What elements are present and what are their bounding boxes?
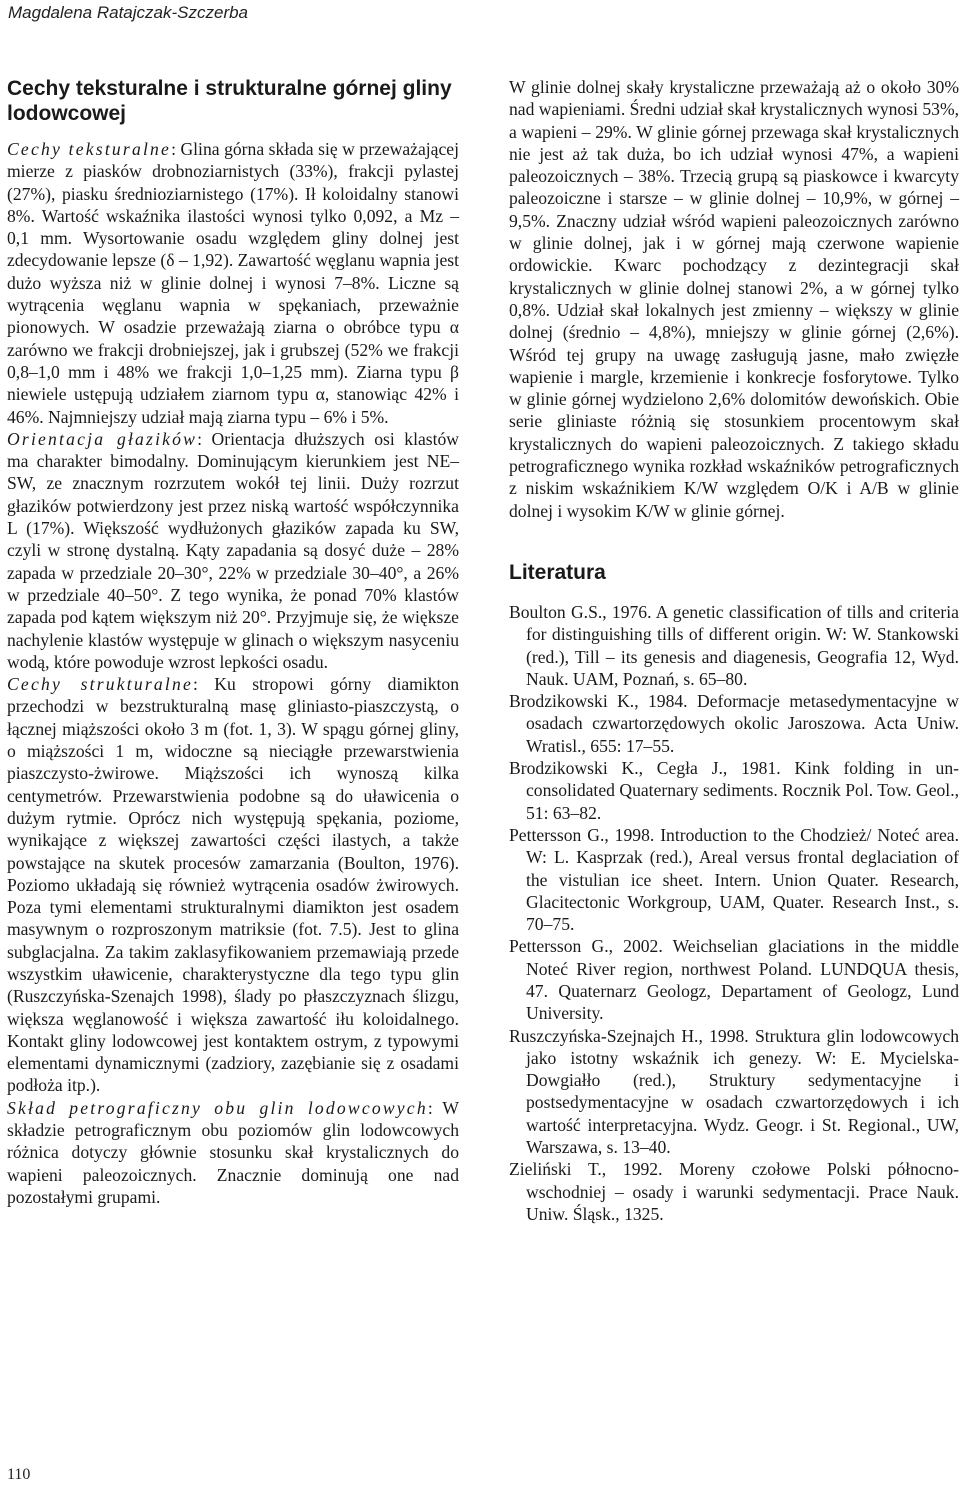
paragraph-petrographic-continued: W glinie dolnej skały krystaliczne przeważają aż o około 30% nad wapieniami. Średni udział skał krystalicznych wynosi 53%, a wapieni – 29%. W glinie górnej przewaga skał krystalicznych nie jest aż tak duża, bo ich udział wynosi 47%, a wapieni paleozoicznych – 38%. Trzecią grupą są piaskowce i kwarcyty paleozoiczne i starsze – w glinie dolnej – 10,9%, w górnej – 9,5%. Znaczny udział wśród wapieni paleozoicznych zarówno w glinie dolnej, jak i w górnej mają czerwone wapienie ordowickie. Kwarc pochodzący z dezintegracji skał krystalicznych w glinie dolnej stanowi 2%, a w górnej tylko 0,8%. Udział skał lokalnych jest zmienny – większy w glinie dolnej (średnio – 4,8%), mniejszy w glinie górnej (2,6%). Wśród tej grupy na uwagę zasługują jasne, mało zwięzłe wapienie i margle, krzemienie i konkrecje fosforytowe. Tylko w glinie górnej wydzielono 2,6% dolomitów dewońskich. Obie serie gliniaste różnią się stosunkiem procentowym skał krystalicznych do wapieni paleozoicznych. Z takiego składu petrograficznego wynika rozkład wskaźników petrograficznych z niskim wskaźnikiem K/W względem O/K i A/B w glinie dolnej i wysokim K/W w glinie górnej. xyxy=(509,77,959,521)
paragraph-structural-features xyxy=(7,673,459,1097)
left-column xyxy=(7,76,459,1208)
right-column xyxy=(509,76,959,1225)
reference-item: Boulton G.S., 1976. A genetic classification of tills and criteria for distinguishing tills of different origin. W: W. Stankowski (red.), Till – its genesis and diagenesis, Geografia 12, Wyd. Nauk. UAM, Poznań, s. 65–80. xyxy=(509,601,959,689)
section-heading: Cechy teksturalne i strukturalne górnej gliny lodowcowej xyxy=(7,77,452,125)
literature-heading: Literatura xyxy=(509,560,606,584)
reference-item: Brodzikowski K., 1984. Deformacje metasedymentacyjne w osadach czwartorzędowych okolic Jaroszowa. Acta Uniw. Wratisl., 655: 17–55. xyxy=(509,691,959,756)
reference-item: Zieliński T., 1992. Moreny czołowe Polski północno-wschodniej – osady i warunki sedymentacji. Prace Nauk. Uniw. Śląsk., 1325. xyxy=(509,1159,959,1224)
paragraph-textural-features xyxy=(7,138,459,428)
page-number: 110 xyxy=(7,1466,31,1483)
paragraph-text: : Orientacja dłuższych osi klastów ma charakter bimodalny. Dominującym kierunkiem jest NE–SW, ze znacznym rozrzutem wokół tej linii. Duży rozrzut głazików potwierdzony jest przez niską wartość współczynnika L (17%). Większość wydłużonych głazików zapada ku SW, czyli w stronę dystalną. Kąty zapadania są dosyć duże – 28% zapada w przedziale 20–30°, 22% w przedziale 30–40°, a 26% w przedziale 40–50°. Z tego wynika, że ponad 70% klastów zapada pod kątem większym niż 20°. Przyjmuje się, że większe nachylenie klastów występuje w glinach o większym nasyceniu wodą, które powoduje wzrost lepkości osadu. xyxy=(7,428,460,672)
paragraph-lead: Cechy strukturalne xyxy=(7,674,193,695)
reference-item: Pettersson G., 1998. Introduction to the Chodzież/ Noteć area. W: L. Kasprzak (red.), Areal versus frontal deglaciation of the vistulian ice sheet. Intern. Union Quater. Research, Glacitectonic Workgroup, UAM, Quater. Research Inst., s. 70–75. xyxy=(509,824,959,935)
reference-item: Brodzikowski K., Cegła J., 1981. Kink folding in unconsolidated Quaternary sediments. Rocznik Pol. Tow. Geol., 51: 63–82. xyxy=(509,758,959,823)
paragraph-lead: Cechy teksturalne xyxy=(7,139,172,159)
running-head-author: Magdalena Ratajczak-Szczerba xyxy=(8,3,249,22)
paragraph-lead: Skład petrograficzny obu glin lodowcowych xyxy=(7,1097,428,1118)
paragraph-text: : Glina górna składa się w przeważającej mierze z piasków drobnoziarnistych (33%), frakcji pylastej (27%), piasku średnioziarnistego (17%). Ił koloidalny stanowi 8%. Wartość wskaźnika ilastości wynosi tylko 0,092, a Mz – 0,1 mm. Wysortowanie osadu względem gliny dolnej jest zdecydowanie lepsze (δ – 1,92). Zawartość węglanu wapnia jest dużo wyższa niż w glinie dolnej i wynosi 7–8%. Liczne są wytrącenia węglanu wapnia w spękaniach, przeważnie pionowych. W osadzie przeważają ziarna o obróbce typu α zarówno we frakcji drobniejszej, jak i grubszej (52% we frakcji 0,8–1,0 mm i 48% we frakcji 1,0–1,25 mm). Ziarna typu β niewiele ustępują udziałem ziarnom typu α, stanowiąc 42% i 46%. Najmniejszy udział mają ziarna typu – 6% i 5%. xyxy=(7,139,460,427)
reference-list xyxy=(509,601,959,1225)
reference-item: Ruszczyńska-Szejnajch H., 1998. Struktura glin lodowcowych jako istotny wskaźnik ich genezy. W: E. Mycielska-Dowgiałło (red.), Struktury sedymentacyjne i postsedymentacyjne w osadach czwartorzędowych i ich wartość interpretacyjna. Wydz. Geogr. i St. Regional., UW, Warszawa, s. 13–40. xyxy=(509,1025,959,1158)
paragraph-lead: Orientacja głazików xyxy=(7,428,198,449)
paragraph-petrographic-composition xyxy=(7,1097,459,1208)
paragraph-clast-orientation xyxy=(7,428,459,673)
paragraph-text: : W składzie petrograficznym obu poziomów glin lodowcowych różnica dotyczy głównie stosunku skał krystalicznych do wapieni paleozoicznych. Znacznie dominują one nad pozostałymi grupami. xyxy=(7,1097,459,1207)
reference-item: Pettersson G., 2002. Weichselian glaciations in the middle Noteć River region, northwest Poland. LUNDQUA thesis, 47. Quaternarz Geologz, Departament of Geologz, Lund University. xyxy=(509,936,959,1024)
paragraph-text: : Ku stropowi górny diamikton przechodzi w bezstrukturalną masę gliniasto-piaszczystą, o łącznej miąższości około 3 m (fot. 1, 3). W spągu górnej gliny, o miąższości 1 m, widoczne są nieciągłe przewarstwienia piaszczysto-żwirowe. Miąższości ich wynoszą kilka centymetrów. Przewarstwienia podobne są do uławicenia o dużym rytmie. Oprócz nich występują spękania, poziome, wynikające z większej zawartości części ilastych, a także powstające na skutek procesów zamarzania (Boulton, 1976). Poziomo układają się również wytrącenia osadów żwirowych. Poza tymi elementami strukturalnymi diamikton jest osadem masywnym o rozproszonym matriksie (fot. 7.5). Jest to glina subglacjalna. Za takim zaklasyfikowaniem przemawiają przede wszystkim uławicenie, charakterystyczne dla tego typu glin (Ruszczyńska-Szenajch 1998), ślady po płaszczyznach ślizgu, większa węglanowość i większa zawartość iłu koloidalnego. Kontakt gliny lodowcowej jest kontaktem ostrym, z typowymi elementami dynamicznymi (zadziory, zazębianie się z osadami podłoża itp.). xyxy=(7,674,459,1096)
